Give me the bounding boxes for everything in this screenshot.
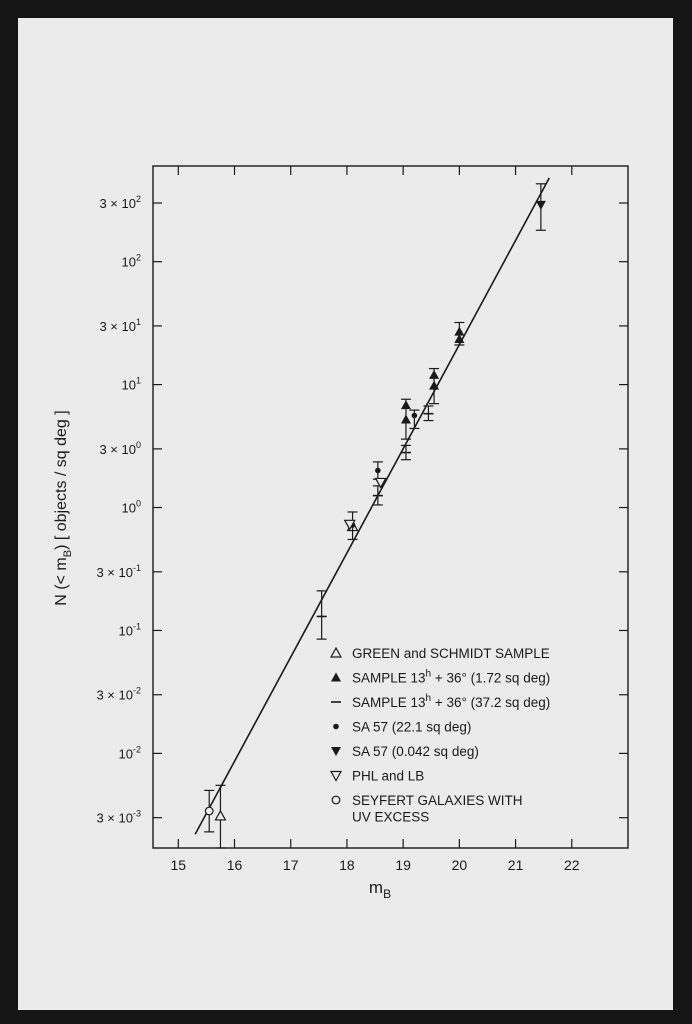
x-tick-label: 18 [339, 857, 355, 873]
y-axis-title: N (< $m_B$) [ objects / sq deg ] [53, 410, 74, 606]
x-axis-title: $m_B$ [368, 878, 392, 901]
data-point-s4-p0 [536, 201, 546, 210]
legend-label-0: GREEN and SCHMIDT SAMPLE [352, 646, 550, 661]
legend-label-5: PHL and LB [352, 768, 425, 784]
luminosity-function-chart [18, 18, 673, 1010]
y-tick-label: $10^{-2}$ [118, 744, 141, 762]
x-tick-label: 22 [563, 857, 580, 873]
x-tick-label: 20 [451, 857, 468, 873]
y-tick-label: $10^{-1}$ [118, 621, 141, 639]
legend [331, 646, 550, 825]
data-point-s3-p1 [375, 468, 381, 474]
data-point-s1-p1 [401, 400, 411, 409]
legend-label-6: SEYFERT GALAXIES WITH [352, 793, 523, 808]
data-point-s6-p0 [205, 807, 213, 815]
legend-marker-3 [333, 724, 339, 730]
y-tick-label: $3 \times 10^2$ [99, 194, 141, 212]
y-tick-label: $10^1$ [121, 375, 141, 393]
y-tick-label: $3 \times 10^{-1}$ [96, 562, 141, 580]
y-tick-label: $3 \times 10^1$ [99, 316, 141, 334]
legend-label-2: SAMPLE $13^h + 36^\circ$ (37.2 sq deg) [352, 693, 551, 710]
x-tick-label: 19 [395, 857, 411, 873]
y-tick-label: $10^2$ [121, 252, 141, 270]
x-tick-label: 16 [226, 857, 243, 873]
x-tick-label: 21 [507, 857, 524, 873]
y-tick-label: $3 \times 10^0$ [99, 439, 141, 457]
x-tick-label: 15 [170, 857, 187, 873]
data-point-s0-p0 [215, 811, 225, 820]
legend-label-4: SA 57 (0.042 sq deg) [352, 744, 479, 759]
data-point-s1-p3 [429, 370, 439, 379]
y-tick-label: $3 \times 10^{-2}$ [96, 685, 141, 703]
legend-marker-0 [331, 648, 341, 657]
photo-slide [18, 18, 673, 1010]
legend-label-6-line2: UV EXCESS [352, 809, 430, 825]
data-point-s1-p0 [401, 415, 411, 424]
legend-marker-1 [331, 673, 341, 682]
legend-marker-4 [331, 747, 341, 756]
fit-line [195, 178, 549, 834]
legend-label-1: SAMPLE $13^h + 36^\circ$ (1.72 sq deg) [352, 668, 551, 686]
legend-marker-6 [332, 796, 340, 804]
x-tick-label: 17 [282, 857, 299, 873]
legend-marker-5 [331, 772, 341, 781]
legend-label-3: SA 57 (22.1 sq deg) [352, 719, 472, 735]
y-tick-label: $10^0$ [121, 498, 141, 516]
data-point-s1-p5 [454, 327, 464, 336]
data-point-s3-p2 [412, 413, 418, 419]
y-tick-label: $3 \times 10^{-3}$ [96, 808, 141, 826]
